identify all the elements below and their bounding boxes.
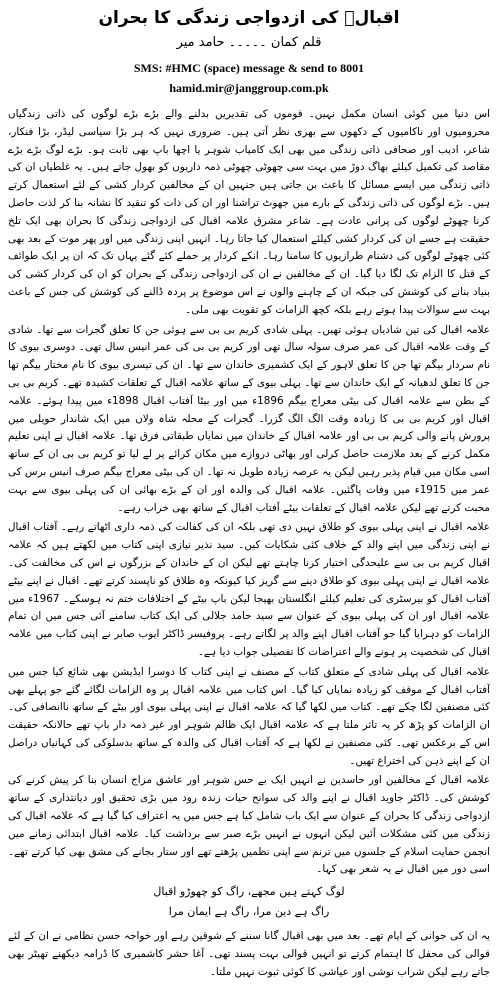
- paragraph: یہ ان کی جوانی کے ایام تھے۔ بعد میں بھی اقبال گانا سننے کے شوقین رہے اور خواجہ حسن نظامی نے ان کے لئے قوالی کی محفل کا اہتمام کرتے تو انہیں قوالی بہت پسند تھی۔ آغا حشر کاشمیری کا ڈرامہ دیکھنے تھیٹر بھی جاتے رہے لیکن شراب نوشی اور عیاشی کا کوئی ثبوت نہیں ملتا۔: [8, 930, 490, 978]
- column-byline: قلم کمان ۔۔۔۔۔ حامد میر: [176, 35, 322, 50]
- poetry-couplet: [8, 882, 490, 922]
- paragraph: علامہ اقبال کے مخالفین اور حاسدین نے انہیں ایک بے حس شوہر اور عاشق مزاج انسان بنا کر پیش کرنے کی کوشش کی۔ ڈاکٹر جاوید اقبال نے اپنے والد کی سوانح حیات زندہ رود میں بڑی تحقیق اور دیانتداری کے ساتھ ازدواجی زندگی کا بحران کے عنوان سے ایک باب شامل کیا ہے جس میں یہ اعتراف کیا گیا ہے کہ علامہ اقبال کی زندگی میں کئی مشکلات آئیں لیکن انہوں نے انہیں بڑے صبر سے برداشت کیا۔ علامہ اقبال ابتدائی زمانے میں انجمن حمایت اسلام کے جلسوں میں ترنم سے اپنی نظمیں پڑھتے تھے اور ستار بجانے کی مشق بھی کیا کرتے تھے۔ اسی دور میں اقبال نے یہ شعر بھی کہا۔: [8, 774, 490, 876]
- paragraph: علامہ اقبال نے اپنی پہلی بیوی کو طلاق نہیں دی تھی بلکہ ان کی کفالت کی ذمہ داری اٹھاتے رہے۔ آفتاب اقبال نے اپنی زندگی میں اپنے والد کے خلاف کئی شکایات کیں۔ سید نذیر نیازی اپنی کتاب میں لکھتے ہیں کہ علامہ اقبال کریم بی بی سے علیحدگی اختیار کرنا چاہتے تھے لیکن ان کے خاندان کے بزرگوں نے اس کی مخالفت کی۔ علامہ اقبال نے اپنی پہلی بیوی کو طلاق دینے سے گریز کیا کیونکہ وہ طلاق کو ناپسند کرتے تھے۔ اقبال نے اپنے بیٹے آفتاب اقبال کو بیرسٹری کی تعلیم کیلئے انگلستان بھیجا لیکن باپ بیٹے کے اختلافات ختم نہ ہوسکے۔ 1967ء میں علامہ اقبال اور ان کی پہلی بیوی کے عنوان سے سید حامد جلالی کی ایک کتاب سامنے آئی جس میں ان تمام الزامات کو دہرایا گیا جو آفتاب اقبال اپنے والد پر لگاتے رہے۔ پروفیسر ڈاکٹر ایوب صابر نے اپنی کتاب میں علامہ اقبال کی شخصیت پر ہونے والے اعتراضات کا تفصیلی جواب دیا ہے۔: [8, 521, 490, 658]
- couplet-line: [8, 882, 490, 902]
- paragraph: اس دنیا میں کوئی انسان مکمل نہیں۔ قوموں کی تقدیریں بدلنے والے بڑے بڑے لوگوں کی ذاتی زندگیاں محرومیوں اور ناکامیوں کے دکھوں سے بھری نظر آتی ہیں۔ ضروری نہیں کہ ہر بڑا سیاسی لیڈر، بڑا فنکار، شاعر، ادیب اور صحافی ذاتی زندگی میں بھی ایک کامیاب شوہر یا اچھا باپ بھی ثابت ہو۔ بڑے لوگ بڑے بڑے مقاصد کی تکمیل کیلئے بھاگ دوڑ میں بہت سی چھوٹی چھوٹی ذمہ داریوں کو بھول جاتے ہیں۔ یہ غلطیاں ان کی ذاتی زندگی میں ایسے مسائل کا باعث بن جاتی ہیں جنہیں ان کے مخالفین کردار کشی کے لئے استعمال کرتے ہیں۔ بڑے لوگوں کی ذاتی زندگی کے بارے میں جھوٹ تراشنا اور ان کی ذات کو تنقید کا نشانہ بنا کر لذت حاصل کرنا چھوٹے لوگوں کی پرانی عادت ہے۔ شاعر مشرق علامہ اقبال کی ازدواجی زندگی کا بحران بھی ایک تلخ حقیقت ہے جسے ان کی کردار کشی کیلئے استعمال کیا جاتا رہا۔ انہیں اپنی زندگی میں اور پھر موت کے بعد بھی کئی چھوٹے لوگوں کی دشنام طرازیوں کا سامنا رہا۔ انکے کردار پر حملے کئے گئے یہاں تک کہ ان پر ایک طوائف کے قتل کا الزام تک لگا دیا گیا۔ ان کے مخالفین نے ان کی ازدواجی زندگی کے بحران کو ان کی کردار کشی کی بنیاد بنانے کی کوشش کی جبکہ ان کے چاہنے والوں نے اس موضوع پر پردہ ڈالنے کی کوشش کی جس کے باعث بہت سے سوالات پیدا ہوتے رہے بلکہ کچھ الزامات کو تقویت بھی ملی۔: [8, 108, 490, 316]
- paragraph: علامہ اقبال کی تین شادیاں ہوئی تھیں۔ پہلی شادی کریم بی بی سے ہوئی جن کا تعلق گجرات سے تھا۔ شادی کے وقت علامہ اقبال کی عمر صرف سولہ سال تھی اور کریم بی بی کی عمر انیس سال تھی۔ دوسری بیوی کا نام سردار بیگم تھا جن کا تعلق لاہور کے ایک کشمیری خاندان سے تھا۔ ان کی تیسری بیوی کا نام مختار بیگم تھا جن کا تعلق لدھیانہ کے ایک خاندان سے تھا۔ پہلی بیوی کے ساتھ علامہ اقبال کے تعلقات کشیدہ تھے۔ کریم بی بی کے بطن سے علامہ اقبال کی بیٹی معراج بیگم 1896ء میں اور بیٹا آفتاب اقبال 1898ء میں پیدا ہوئے۔ علامہ اقبال اور کریم بی بی کا زیادہ وقت الگ الگ گزرا۔ گجرات کے محلہ شاہ ولاں میں ایک شاندار حویلی میں پرورش پانے والی کریم بی بی اور علامہ اقبال کے خاندان میں نمایاں طبقاتی فرق تھا۔ علامہ اقبال نے اپنی تعلیم مکمل کرنے کے بعد ملازمت حاصل کرلی اور بھاٹی دروازے میں مکان کرائے پر لے لیا تو کریم بی بی ان کے ساتھ اسی مکان میں قیام پذیر رہیں لیکن یہ عرصہ زیادہ طویل نہ تھا۔ ان کی بیٹی معراج بیگم صرف انیس برس کی عمر میں 1915ء میں وفات پاگئیں۔ علامہ اقبال کی والدہ اور ان کے بڑے بھائی ان کی پہلی بیوی سے بہت محبت کرتے تھے لیکن علامہ اقبال کے تعلقات بیٹے آفتاب اقبال کے ساتھ بھی خراب رہے۔: [8, 323, 490, 514]
- article-body: [8, 106, 490, 982]
- author-email: hamid.mir@janggroup.com.pk: [169, 81, 329, 95]
- couplet-text: لوگ کہتے ہیں مجھے، راگ کو چھوڑو اقبال: [153, 885, 345, 899]
- couplet-text: راگ ہے دین مرا، راگ ہے ایمان مرا: [168, 905, 330, 919]
- column-headline: اقبالؒ کی ازدواجی زندگی کا بحران: [98, 8, 400, 28]
- paragraph: علامہ اقبال کی پہلی شادی کے متعلق کتاب کے مصنف نے اپنی کتاب کا دوسرا ایڈیشن بھی شائع کیا جس میں آفتاب اقبال کے موقف کو زیادہ نمایاں کیا گیا۔ اس کتاب میں علامہ اقبال پر وہ الزامات لگائے گئے جو پہلے بھی کئی مصنفین لگا چکے تھے۔ کتاب میں لکھا گیا کہ علامہ اقبال نے اپنی پہلی بیوی اور بیٹے کے ساتھ ناانصافی کی۔ ان الزامات کو پڑھ کر یہ تاثر ملتا ہے کہ علامہ اقبال ایک ظالم شوہر اور غیر ذمہ دار باپ تھے حالانکہ حقیقت اس کے برعکس تھی۔ کئی مصنفین نے لکھا ہے کہ آفتاب اقبال کی والدہ کے ساتھ بدسلوکی کی کہانیاں دراصل ان کے اپنے ذہن کی اختراع تھیں۔: [8, 665, 490, 767]
- sms-instruction: SMS: #HMC (space) message & send to 8001: [133, 61, 365, 75]
- couplet-line: [8, 902, 490, 922]
